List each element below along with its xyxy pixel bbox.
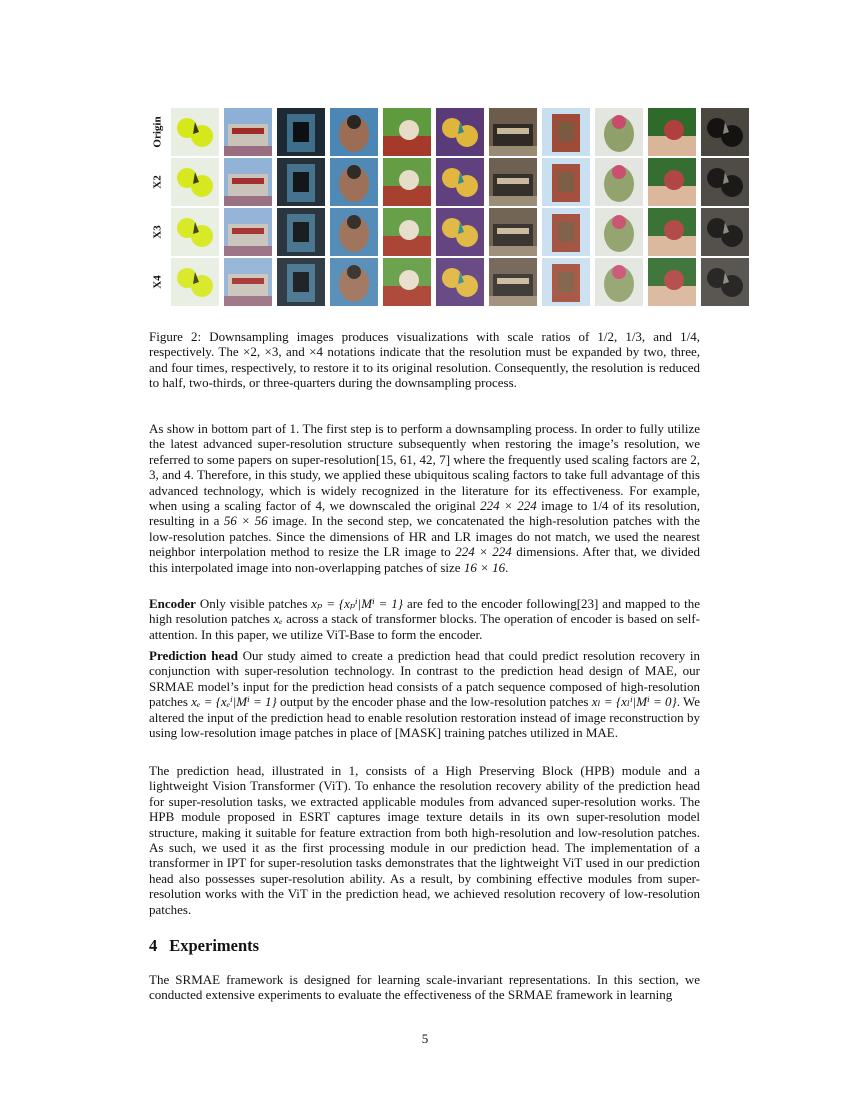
paragraph-hpb: The prediction head, illustrated in 1, consists of a High Preserving Block (HPB) module and a lightweight Vision Transformer (ViT). To enhance the resolution recovery ability of the prediction head for super-resolution tasks, we extracted applicable modules from advanced super-resolution works. The HPB module proposed in ESRT captures image texture details in its own super-resolution model structure, making it suitable for feature extraction from both high-resolution and low-resolution patches. As such, we used it as the first processing module in our prediction head. The implementation of a transformer in IPT for super-resolution tasks demonstrates that the lightweight ViT used in our prediction head also possesses super-resolution ability. As a result, by combining effective modules from super-resolution works with the ViT in the prediction head, we achieved resolution recovery of low-resolution patches. (149, 763, 700, 917)
thumbnail-colorful-object-x3 (436, 208, 484, 256)
thumbnail-dark-speaker-x2 (701, 158, 749, 206)
paragraph-encoder: Encoder Only visible patches xₚ = {xₚⁱ|Mⁱ = 1} are fed to the encoder following[23] and mapped to the high resolution patches xₑ across a stack of transformer blocks. The operation of encoder is based on self-attention. In this paper, we utilize ViT-Base to form the encoder. (149, 596, 700, 642)
thumbnail-person-blue-origin (330, 108, 378, 156)
thumbnail-rooster-grass-x4 (383, 258, 431, 306)
thumbnail-bus-street-x3 (224, 208, 272, 256)
thumbnail-person-blue-x2 (330, 158, 378, 206)
row-label-x2: X2 (151, 175, 164, 189)
thumbnail-person-blue-x3 (330, 208, 378, 256)
encoder-heading: Encoder (149, 596, 196, 611)
thumbnail-tennis-balls-x4 (171, 258, 219, 306)
thumbnail-colorful-object-x2 (436, 158, 484, 206)
figure-row-labels (148, 108, 168, 306)
thumbnail-dark-robot-x2 (277, 158, 325, 206)
thumbnail-colorful-object-x4 (436, 258, 484, 306)
thumbnail-rooster-grass-x2 (383, 158, 431, 206)
thumbnail-person-blue-x4 (330, 258, 378, 306)
thumbnail-dark-speaker-x3 (701, 208, 749, 256)
thumbnail-flower-pattern-x3 (595, 208, 643, 256)
thumbnail-tennis-balls-x3 (171, 208, 219, 256)
paragraph-experiments-intro: The SRMAE framework is designed for learning scale-invariant representations. In this section, we conducted extensive experiments to evaluate the effectiveness of the SRMAE framework in learning (149, 972, 700, 1003)
thumbnail-flower-pattern-origin (595, 108, 643, 156)
thumbnail-colorful-object-origin (436, 108, 484, 156)
thumbnail-flower-pattern-x4 (595, 258, 643, 306)
page-number: 5 (421, 1031, 429, 1046)
prediction-head-heading: Prediction head (149, 648, 238, 663)
thumbnail-machinery-x2 (489, 158, 537, 206)
thumbnail-machinery-x4 (489, 258, 537, 306)
thumbnail-flower-pattern-x2 (595, 158, 643, 206)
thumbnail-rooster-grass-x3 (383, 208, 431, 256)
thumbnail-hourglass-x3 (542, 208, 590, 256)
thumbnail-dark-robot-origin (277, 108, 325, 156)
row-label-origin: Origin (152, 116, 165, 148)
thumbnail-rooster-grass-origin (383, 108, 431, 156)
thumbnail-bus-street-x4 (224, 258, 272, 306)
thumbnail-child-garden-x4 (648, 258, 696, 306)
thumbnail-child-garden-x2 (648, 158, 696, 206)
thumbnail-child-garden-origin (648, 108, 696, 156)
figure-2 (148, 108, 700, 306)
thumbnail-machinery-origin (489, 108, 537, 156)
section-heading-experiments: 4 Experiments (149, 936, 260, 955)
paragraph-prediction-head: Prediction head Our study aimed to create a prediction head that could predict resolution recovery in conjunction with super-resolution technology. In contrast to the prediction head design of MAE, our SRMAE model’s input for the prediction head consists of a patch sequence composed of high-resolution patches xₑ = {xₑⁱ|Mⁱ = 1} output by the encoder phase and the low-resolution patches xₗ = {xₗⁱ|Mⁱ = 0}. We altered the input of the prediction head to enable resolution restoration instead of image reconstruction by using low-resolution image patches in place of [MASK] training patches utilized in MAE. (149, 648, 700, 741)
figure-caption: Figure 2: Downsampling images produces visualizations with scale ratios of 1/2, 1/3, and 1/4, respectively. The ×2, ×3, and ×4 notations indicate that the resolution must be expanded by two, three, and four times, respectively, to restore it to its original resolution. Consequently, the resolution is reduced to half, two-thirds, or three-quarters during the downsampling process. (149, 329, 700, 391)
thumbnail-hourglass-x2 (542, 158, 590, 206)
thumbnail-hourglass-x4 (542, 258, 590, 306)
thumbnail-bus-street-x2 (224, 158, 272, 206)
thumbnail-dark-speaker-origin (701, 108, 749, 156)
thumbnail-bus-street-origin (224, 108, 272, 156)
row-label-x4: X4 (151, 275, 164, 289)
paragraph-downsampling: As show in bottom part of 1. The first step is to perform a downsampling process. In order to fully utilize the latest advanced super-resolution structure subsequently when restoring the image’s resolution, we referred to some papers on super-resolution[15, 61, 42, 7] where the frequently used scaling factors are 2, 3, and 4. Therefore, in this study, we applied these ubiquitous scaling factors to take full advantage of this advanced technology, which is widely recognized in the literature for its effectiveness. For example, when using a scaling factor of 4, we downscaled the original 224 × 224 image to 1/4 of its resolution, resulting in a 56 × 56 image. In the second step, we concatenated the high-resolution patches with the low-resolution patches. Since the dimensions of HR and LR images do not match, we used the nearest neighbor interpolation method to resize the LR image to 224 × 224 dimensions. After that, we divided this interpolated image into non-overlapping patches of size 16 × 16. (149, 421, 700, 575)
thumbnail-dark-speaker-x4 (701, 258, 749, 306)
thumbnail-tennis-balls-x2 (171, 158, 219, 206)
thumbnail-tennis-balls-origin (171, 108, 219, 156)
thumbnail-machinery-x3 (489, 208, 537, 256)
thumbnail-dark-robot-x4 (277, 258, 325, 306)
thumbnail-hourglass-origin (542, 108, 590, 156)
thumbnail-dark-robot-x3 (277, 208, 325, 256)
thumbnail-child-garden-x3 (648, 208, 696, 256)
row-label-x3: X3 (151, 225, 164, 239)
